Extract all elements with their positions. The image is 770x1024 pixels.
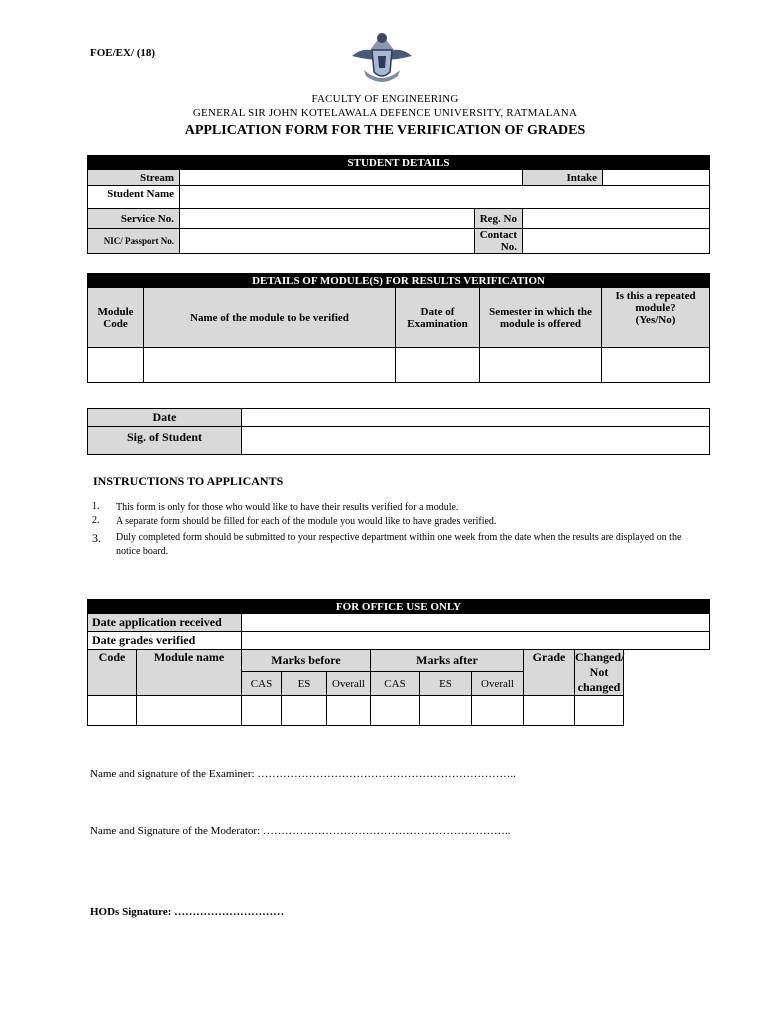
module-details-table — [87, 273, 710, 383]
contact-no-field[interactable] — [523, 229, 710, 254]
student-signature-label: Sig. of Student — [88, 427, 242, 455]
student-signature-field[interactable] — [242, 427, 710, 455]
form-title: APPLICATION FORM FOR THE VERIFICATION OF GRADES — [184, 123, 586, 138]
after-overall-cell[interactable] — [472, 696, 524, 726]
stream-field[interactable] — [180, 170, 523, 186]
student-name-label: Student Name — [88, 186, 180, 209]
before-es-cell[interactable] — [282, 696, 327, 726]
repeated-header-line2: module? — [635, 302, 676, 314]
after-cas-cell[interactable] — [371, 696, 420, 726]
before-overall-header: Overall — [327, 672, 371, 696]
after-es-header: ES — [420, 672, 472, 696]
marks-after-header: Marks after — [371, 650, 524, 672]
module-code-header — [88, 288, 144, 348]
repeated-header-line1: Is this a repeated — [615, 290, 696, 302]
student-signoff-table — [87, 408, 710, 455]
nic-label: NIC/ Passport No. — [88, 229, 180, 254]
before-es-header: ES — [282, 672, 327, 696]
nic-field[interactable] — [180, 229, 475, 254]
reg-no-field[interactable] — [523, 209, 710, 229]
date-received-label: Date application received — [88, 614, 242, 632]
exam-date-header-line1: Date of — [420, 305, 455, 318]
before-overall-cell[interactable] — [327, 696, 371, 726]
repeated-header — [602, 288, 710, 348]
grade-cell[interactable] — [524, 696, 575, 726]
moderator-signature-line: Name and Signature of the Moderator: ………………………………………………………….. — [90, 825, 511, 837]
date-verified-label: Date grades verified — [88, 632, 242, 650]
office-code-header: Code — [88, 650, 137, 696]
repeated-cell[interactable] — [602, 348, 710, 383]
contact-no-label: Contact No. — [475, 229, 523, 254]
semester-header-line2: module is offered — [499, 317, 582, 330]
faculty-name: FACULTY OF ENGINEERING — [311, 93, 459, 105]
office-use-table — [87, 599, 710, 726]
module-code-header-line2: Code — [103, 317, 128, 330]
changed-header-line1: Changed/ — [575, 650, 625, 664]
date-received-field[interactable] — [242, 614, 710, 632]
university-crest-logo — [350, 26, 414, 90]
service-no-field[interactable] — [180, 209, 475, 229]
module-code-header-line1: Module — [97, 305, 134, 318]
grade-header: Grade — [524, 650, 575, 696]
module-code-cell[interactable] — [88, 348, 144, 383]
date-verified-field[interactable] — [242, 632, 710, 650]
university-name: GENERAL SIR JOHN KOTELAWALA DEFENCE UNIVERSITY, RATMALANA — [192, 107, 578, 119]
instructions-title: INSTRUCTIONS TO APPLICANTS — [93, 474, 284, 488]
service-no-label: Service No. — [88, 209, 180, 229]
reg-no-label: Reg. No — [475, 209, 523, 229]
date-field[interactable] — [242, 409, 710, 427]
instruction-number: 2. — [92, 515, 100, 526]
instruction-text: This form is only for those who would like to have their results verified for a module. — [116, 502, 459, 513]
changed-header-line2: Not changed — [577, 665, 621, 694]
repeated-header-line3: (Yes/No) — [635, 314, 676, 326]
intake-label: Intake — [523, 170, 603, 186]
office-code-cell[interactable] — [88, 696, 137, 726]
office-use-band: FOR OFFICE USE ONLY — [88, 600, 710, 614]
office-module-name-header: Module name — [137, 650, 242, 696]
after-cas-header: CAS — [371, 672, 420, 696]
exam-date-header — [396, 288, 480, 348]
instruction-text: A separate form should be filled for each of the module you would like to have grades verified. — [116, 516, 497, 527]
before-cas-cell[interactable] — [242, 696, 282, 726]
instruction-number: 1. — [92, 501, 100, 512]
instruction-text: Duly completed form should be submitted to your respective department within one week from the date when the results are displayed on the notice board. — [116, 532, 682, 557]
semester-header-line1: Semester in which the — [489, 305, 592, 318]
marks-before-header: Marks before — [242, 650, 371, 672]
module-details-band: DETAILS OF MODULE(S) FOR RESULTS VERIFICATION — [88, 274, 710, 288]
student-details-band: STUDENT DETAILS — [88, 156, 710, 170]
intake-field[interactable] — [603, 170, 710, 186]
stream-label: Stream — [88, 170, 180, 186]
after-overall-header: Overall — [472, 672, 524, 696]
before-cas-header: CAS — [242, 672, 282, 696]
student-details-table — [87, 155, 710, 254]
examiner-signature-line: Name and signature of the Examiner: …………………………………………………………….. — [90, 768, 516, 780]
exam-date-header-line2: Examination — [407, 317, 468, 330]
after-es-cell[interactable] — [420, 696, 472, 726]
office-module-name-cell[interactable] — [137, 696, 242, 726]
document-reference: FOE/EX/ (18) — [90, 47, 156, 59]
changed-cell[interactable] — [575, 696, 624, 726]
hod-signature-line: HODs Signature: ………………………… — [90, 906, 285, 918]
semester-header — [480, 288, 602, 348]
semester-cell[interactable] — [480, 348, 602, 383]
exam-date-cell[interactable] — [396, 348, 480, 383]
date-label: Date — [88, 409, 242, 427]
module-name-cell[interactable] — [144, 348, 396, 383]
changed-header — [575, 650, 624, 696]
instruction-number: 3. — [92, 531, 101, 545]
module-name-header: Name of the module to be verified — [144, 288, 396, 348]
student-name-field[interactable] — [180, 186, 710, 209]
